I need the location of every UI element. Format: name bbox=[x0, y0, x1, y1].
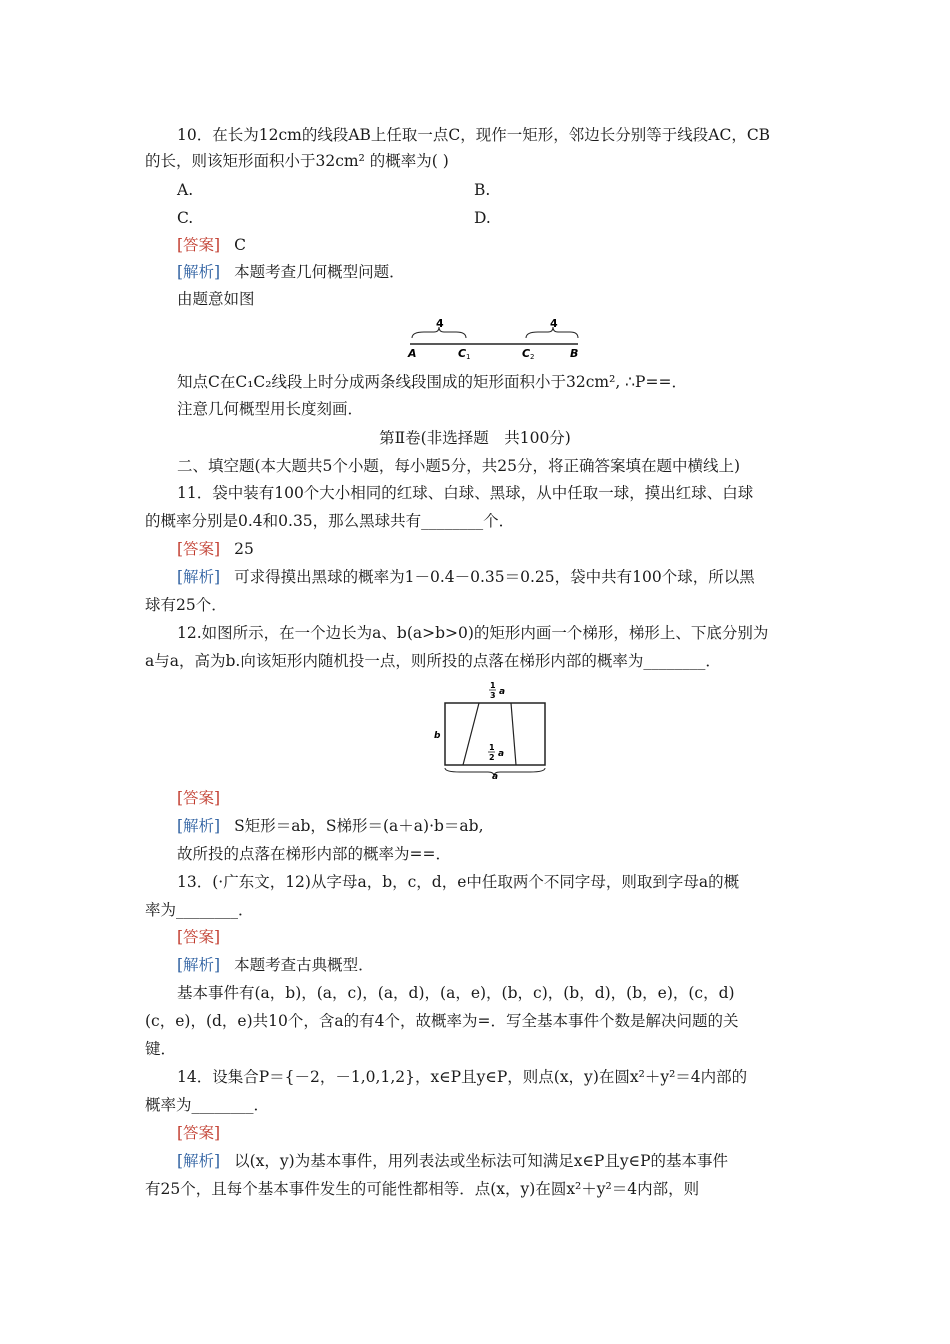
q10-line4: 注意几何概型用长度刻画． bbox=[177, 400, 364, 418]
q14-analysis2: 有25个，且每个基本事件发生的可能性都相等．点(x，y)在圆x²＋y²＝4内部，则 bbox=[145, 1180, 700, 1198]
q11-answer-row bbox=[177, 538, 254, 560]
q12-answer-row bbox=[177, 787, 220, 809]
trapezoid-right-edge bbox=[511, 703, 516, 765]
answer-tag: [答案] bbox=[177, 1124, 221, 1142]
q12-analysis1: S矩形＝ab，S梯形＝(a＋a)·b＝ab, bbox=[234, 817, 484, 835]
answer-tag: [答案] bbox=[177, 236, 221, 254]
answer-tag: [答案] bbox=[177, 789, 221, 807]
q10-answer: C bbox=[234, 236, 246, 254]
side-label: b bbox=[434, 731, 441, 741]
analysis-tag: [解析] bbox=[177, 956, 221, 974]
q13-line4: (c，e)，(d，e)共10个，含a的有4个，故概率为=．写全基本事件个数是解决问题的关 bbox=[145, 1012, 739, 1030]
top-fraction-numerator: 1 bbox=[490, 681, 496, 690]
mid-fraction-numerator: 1 bbox=[489, 743, 495, 752]
point-c2-label: C bbox=[522, 347, 531, 360]
answer-tag: [答案] bbox=[177, 540, 221, 558]
q14-analysis-row bbox=[177, 1150, 728, 1172]
q10-line3: 知点C在C₁C₂线段上时分成两条线段围成的矩形面积小于32cm², ∴P==． bbox=[177, 373, 687, 391]
trapezoid-figure bbox=[430, 680, 550, 780]
q11-analysis2: 球有25个． bbox=[145, 596, 227, 614]
q10-analysis: 本题考查几何概型问题． bbox=[234, 263, 405, 281]
left-length-label: 4 bbox=[436, 318, 444, 330]
segment-figure bbox=[400, 318, 590, 360]
q14-line2: 概率为________． bbox=[145, 1096, 270, 1114]
q10-option-d: D. bbox=[474, 209, 491, 227]
q10-analysis-row bbox=[177, 261, 405, 283]
q13-line3: 基本事件有(a，b)，(a，c)，(a，d)，(a，e)，(b，c)，(b，d)，(b，e)，(c，d) bbox=[177, 984, 735, 1002]
point-a-label: A bbox=[408, 347, 417, 360]
q11-line2: 的概率分别是0.4和0.35，那么黑球共有________个． bbox=[145, 512, 515, 530]
mid-fraction-denominator: 2 bbox=[489, 753, 495, 762]
point-b-label: B bbox=[570, 347, 579, 360]
mid-variable: a bbox=[498, 749, 505, 759]
right-length-label: 4 bbox=[550, 318, 558, 330]
answer-tag: [答案] bbox=[177, 928, 221, 946]
q13-analysis: 本题考查古典概型． bbox=[234, 956, 374, 974]
section-title: 第Ⅱ卷(非选择题 共100分) bbox=[379, 429, 571, 447]
analysis-tag: [解析] bbox=[177, 817, 221, 835]
q11-answer: 25 bbox=[234, 540, 254, 558]
q12-line1: 12.如图所示，在一个边长为a、b(a>b>0)的矩形内画一个梯形，梯形上、下底分别为 bbox=[177, 624, 769, 642]
q10-option-b: B. bbox=[474, 181, 491, 199]
q13-line5: 键． bbox=[145, 1040, 177, 1058]
q12-line2: a与a，高为b.向该矩形内随机投一点，则所投的点落在梯形内部的概率为________． bbox=[145, 652, 721, 670]
point-c2-subscript: 2 bbox=[530, 353, 535, 360]
analysis-tag: [解析] bbox=[177, 568, 221, 586]
q13-analysis-row bbox=[177, 954, 374, 976]
point-c1-subscript: 1 bbox=[466, 353, 471, 360]
q11-analysis-row bbox=[177, 566, 755, 588]
q10-answer-row bbox=[177, 234, 246, 256]
q14-analysis1: 以(x，y)为基本事件，用列表法或坐标法可知满足x∈P且y∈P的基本事件 bbox=[234, 1152, 729, 1170]
q10-option-a: A. bbox=[177, 181, 194, 199]
q11-analysis1: 可求得摸出黑球的概率为1－0.4－0.35＝0.25，袋中共有100个球，所以黑 bbox=[234, 568, 755, 586]
analysis-tag: [解析] bbox=[177, 263, 221, 281]
analysis-tag: [解析] bbox=[177, 1152, 221, 1170]
section-description: 二、填空题(本大题共5个小题，每小题5分，共25分，将正确答案填在题中横线上) bbox=[177, 457, 741, 475]
q13-line1: 13．(·广东文，12)从字母a，b，c，d，e中任取两个不同字母，则取到字母a的概 bbox=[177, 873, 740, 891]
q14-line1: 14．设集合P＝{－2，－1,0,1,2}，x∈P且y∈P，则点(x，y)在圆x²＋y²＝4内部的 bbox=[177, 1068, 748, 1086]
top-fraction-denominator: 3 bbox=[490, 691, 496, 700]
q13-answer-row bbox=[177, 926, 220, 948]
top-variable: a bbox=[499, 687, 506, 697]
q14-answer-row bbox=[177, 1122, 220, 1144]
q10-line1: 10．在长为12cm的线段AB上任取一点C，现作一矩形，邻边长分别等于线段AC，CB bbox=[177, 126, 771, 144]
q13-line2: 率为________． bbox=[145, 901, 254, 919]
bottom-label: a bbox=[492, 772, 499, 780]
q12-analysis-row bbox=[177, 815, 484, 837]
q10-note: 由题意如图 bbox=[177, 290, 255, 308]
q10-line2: 的长，则该矩形面积小于32cm² 的概率为( ) bbox=[145, 152, 449, 170]
rectangle bbox=[445, 703, 545, 765]
q12-analysis2: 故所投的点落在梯形内部的概率为==． bbox=[177, 845, 451, 863]
q10-option-c: C. bbox=[177, 209, 194, 227]
q11-line1: 11．袋中装有100个大小相同的红球、白球、黑球，从中任取一球，摸出红球、白球 bbox=[177, 484, 754, 502]
point-c1-label: C bbox=[458, 347, 467, 360]
trapezoid-left-edge bbox=[463, 703, 479, 765]
